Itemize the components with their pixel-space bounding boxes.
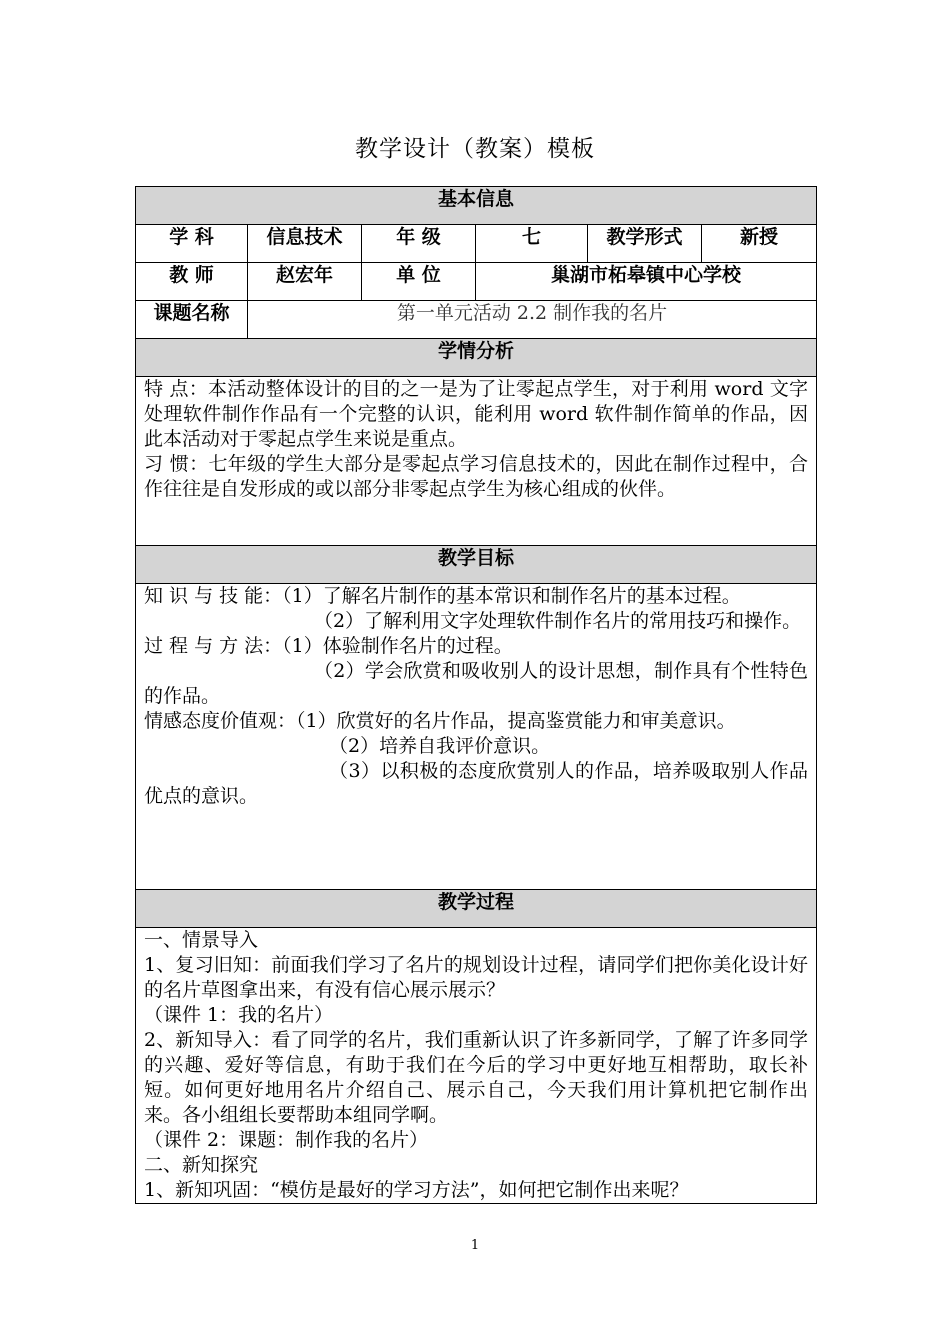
process-line: 2、新知导入：看了同学的名片，我们重新认识了许多新同学，了解了许多同学的兴趣、爱好等信息，有助于我们在今后的学习中更好地互相帮助，取长补短。如何更好地用名片介绍自己、展示自己，今天我们用计算机把它制作出来。各小组组长要帮助本组同学啊。 bbox=[144, 1029, 809, 1126]
section-title: 教学目标 bbox=[136, 546, 817, 584]
info-row-1 bbox=[136, 225, 817, 263]
info-row-3 bbox=[136, 301, 817, 339]
grade-value: 七 bbox=[476, 225, 588, 263]
goal-line: （2）了解利用文字处理软件制作名片的常用技巧和操作。 bbox=[314, 610, 802, 632]
teacher-label: 教 师 bbox=[136, 263, 248, 301]
unit-value: 巢湖市柘皋镇中心学校 bbox=[476, 263, 817, 301]
section-title: 学情分析 bbox=[136, 339, 817, 377]
process-line: 1、新知巩固：“模仿是最好的学习方法”，如何把它制作出来呢？ bbox=[144, 1179, 689, 1201]
process-line: （课件 2：课题：制作我的名片） bbox=[144, 1129, 429, 1151]
page-number: 1 bbox=[470, 1238, 480, 1253]
goals-body bbox=[136, 584, 817, 890]
section-header-process bbox=[136, 890, 817, 928]
analysis-paragraph: 习 惯：七年级的学生大部分是零起点学习信息技术的，因此在制作过程中，合作往往是自发形成的或以部分非零起点学生为核心组成的伙伴。 bbox=[144, 453, 809, 500]
process-body bbox=[136, 928, 817, 1204]
analysis-paragraph: 特 点：本活动整体设计的目的之一是为了让零起点学生，对于利用 word 文字处理软件制作作品有一个完整的认识，能利用 word 软件制作简单的作品，因此本活动对于零起点学生来说是重点。 bbox=[144, 378, 809, 450]
form-value: 新授 bbox=[702, 225, 817, 263]
goal-line: 情感态度价值观：（1）欣赏好的名片作品，提高鉴赏能力和审美意识。 bbox=[144, 710, 736, 732]
form-label: 教学形式 bbox=[588, 225, 702, 263]
goal-line: （2）培养自我评价意识。 bbox=[329, 735, 551, 757]
process-line: 1、复习旧知：前面我们学习了名片的规划设计过程，请同学们把你美化设计好的名片草图拿出来，有没有信心展示展示？ bbox=[144, 954, 809, 1001]
section-title: 基本信息 bbox=[136, 187, 817, 225]
info-row-2 bbox=[136, 263, 817, 301]
goal-line: （2）学会欣赏和吸收别人的设计思想，制作具有个性特色的作品。 bbox=[144, 660, 809, 707]
grade-label: 年 级 bbox=[362, 225, 476, 263]
process-line: 二、新知探究 bbox=[144, 1154, 259, 1176]
section-header-goals bbox=[136, 546, 817, 584]
section-title: 教学过程 bbox=[136, 890, 817, 928]
unit-label: 单 位 bbox=[362, 263, 476, 301]
goal-line: （3）以积极的态度欣赏别人的作品，培养吸取别人作品优点的意识。 bbox=[144, 760, 809, 807]
topic-label: 课题名称 bbox=[136, 301, 248, 339]
goal-line: 知 识 与 技 能：（1）了解名片制作的基本常识和制作名片的基本过程。 bbox=[144, 585, 741, 607]
subject-label: 学 科 bbox=[136, 225, 248, 263]
section-header-analysis bbox=[136, 339, 817, 377]
topic-value: 第一单元活动 2.2 制作我的名片 bbox=[248, 301, 817, 339]
analysis-body bbox=[136, 377, 817, 546]
process-line: 一、情景导入 bbox=[144, 929, 259, 951]
teacher-value: 赵宏年 bbox=[248, 263, 362, 301]
subject-value: 信息技术 bbox=[248, 225, 362, 263]
lesson-plan-table bbox=[135, 186, 817, 1204]
section-header-basic-info bbox=[136, 187, 817, 225]
document-title: 教学设计（教案）模板 bbox=[355, 136, 595, 162]
goal-line: 过 程 与 方 法：（1）体验制作名片的过程。 bbox=[144, 635, 513, 657]
process-line: （课件 1：我的名片） bbox=[144, 1004, 334, 1026]
